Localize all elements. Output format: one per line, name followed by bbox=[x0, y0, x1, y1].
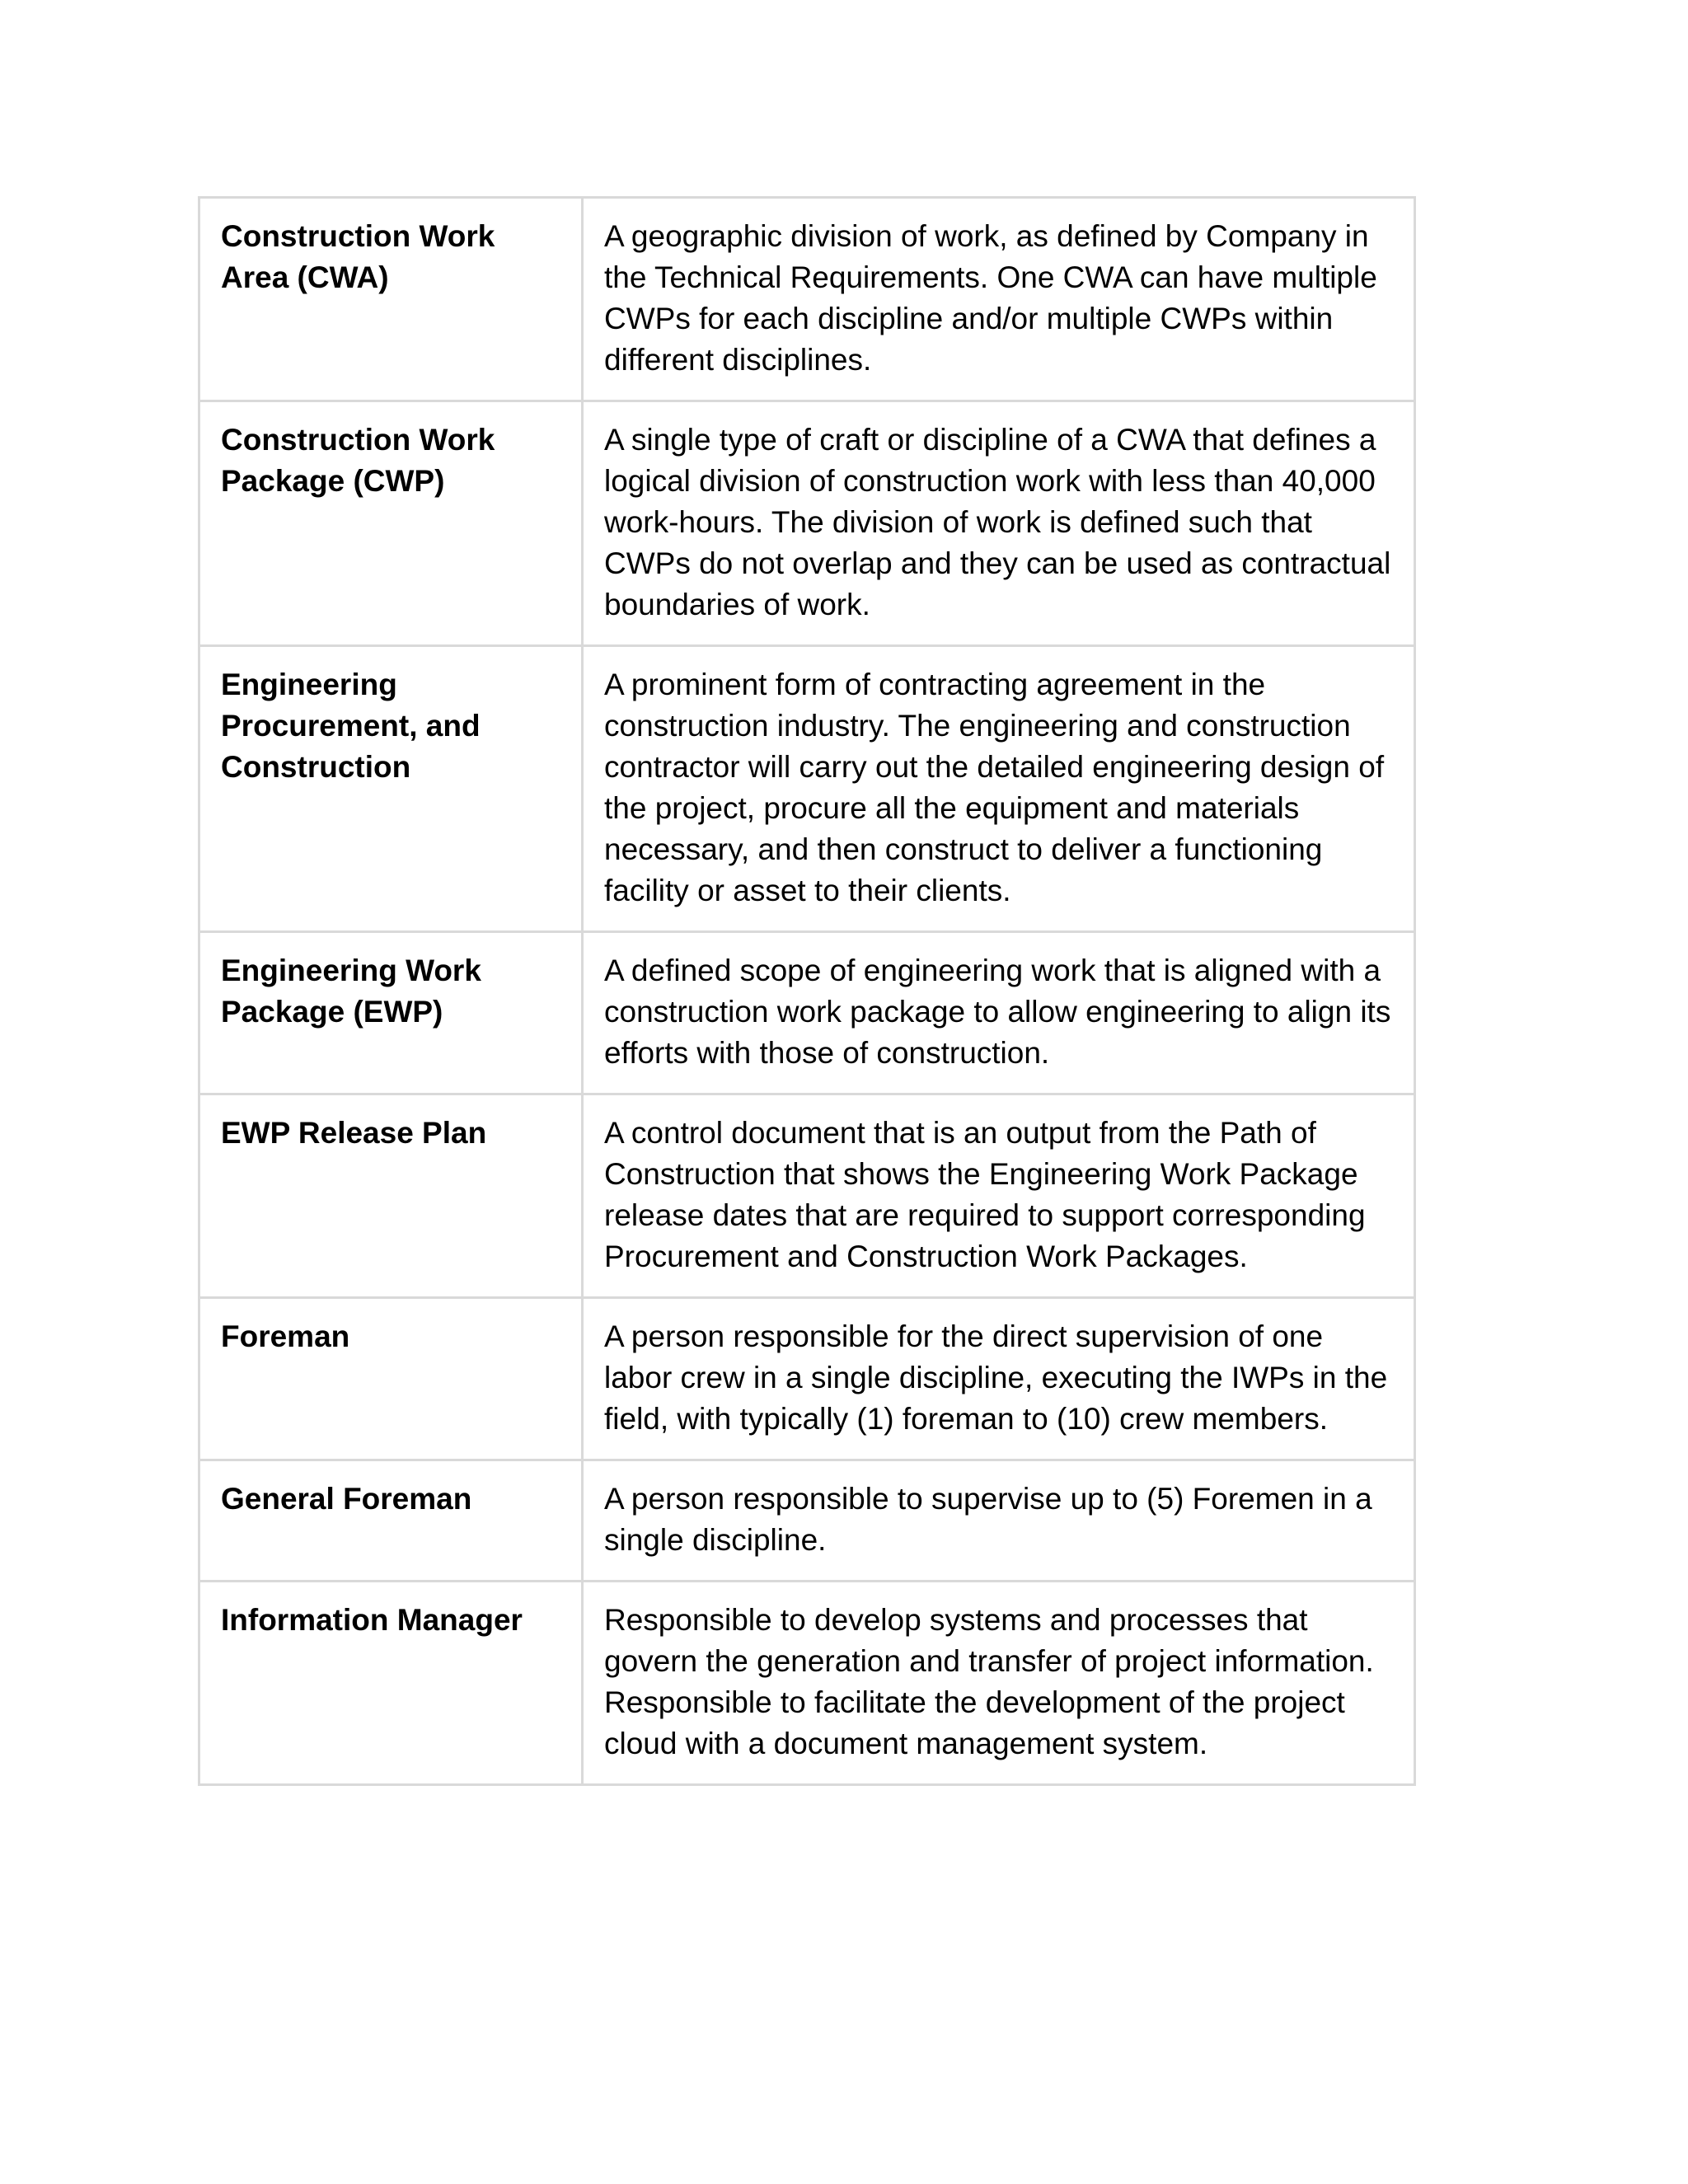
definition-cell: A defined scope of engineering work that is aligned with a construction work package to allow engineering to align its efforts with those of construction. bbox=[583, 932, 1415, 1094]
term-cell: EWP Release Plan bbox=[199, 1094, 583, 1298]
table-row bbox=[199, 1460, 1415, 1582]
table-row bbox=[199, 932, 1415, 1094]
table-row bbox=[199, 198, 1415, 401]
table-row bbox=[199, 646, 1415, 932]
table-row bbox=[199, 1298, 1415, 1460]
glossary-table bbox=[198, 196, 1416, 1786]
definition-cell: A person responsible for the direct supervision of one labor crew in a single discipline, executing the IWPs in the field, with typically (1) foreman to (10) crew members. bbox=[583, 1298, 1415, 1460]
term-cell: General Foreman bbox=[199, 1460, 583, 1582]
term-cell: Construction Work Area (CWA) bbox=[199, 198, 583, 401]
definition-cell: A single type of craft or discipline of a CWA that defines a logical division of construction work with less than 40,000 work-hours. The division of work is defined such that CWPs do not overlap and they can be used as contractual boundaries of work. bbox=[583, 401, 1415, 646]
term-cell: Information Manager bbox=[199, 1582, 583, 1785]
table-row bbox=[199, 1582, 1415, 1785]
table-row bbox=[199, 401, 1415, 646]
term-cell: Engineering Procurement, and Construction bbox=[199, 646, 583, 932]
table-row bbox=[199, 1094, 1415, 1298]
definition-cell: A person responsible to supervise up to (5) Foremen in a single discipline. bbox=[583, 1460, 1415, 1582]
definition-cell: A geographic division of work, as defined by Company in the Technical Requirements. One CWA can have multiple CWPs for each discipline and/or multiple CWPs within different disciplines. bbox=[583, 198, 1415, 401]
definition-cell: Responsible to develop systems and processes that govern the generation and transfer of project information. Responsible to facilitate the development of the project cloud with a document management system. bbox=[583, 1582, 1415, 1785]
definition-cell: A prominent form of contracting agreement in the construction industry. The engineering and construction contractor will carry out the detailed engineering design of the project, procure all the equipment and materials necessary, and then construct to deliver a functioning facility or asset to their clients. bbox=[583, 646, 1415, 932]
definition-cell: A control document that is an output from the Path of Construction that shows the Engineering Work Package release dates that are required to support corresponding Procurement and Construction Work Packages. bbox=[583, 1094, 1415, 1298]
term-cell: Engineering Work Package (EWP) bbox=[199, 932, 583, 1094]
term-cell: Construction Work Package (CWP) bbox=[199, 401, 583, 646]
term-cell: Foreman bbox=[199, 1298, 583, 1460]
